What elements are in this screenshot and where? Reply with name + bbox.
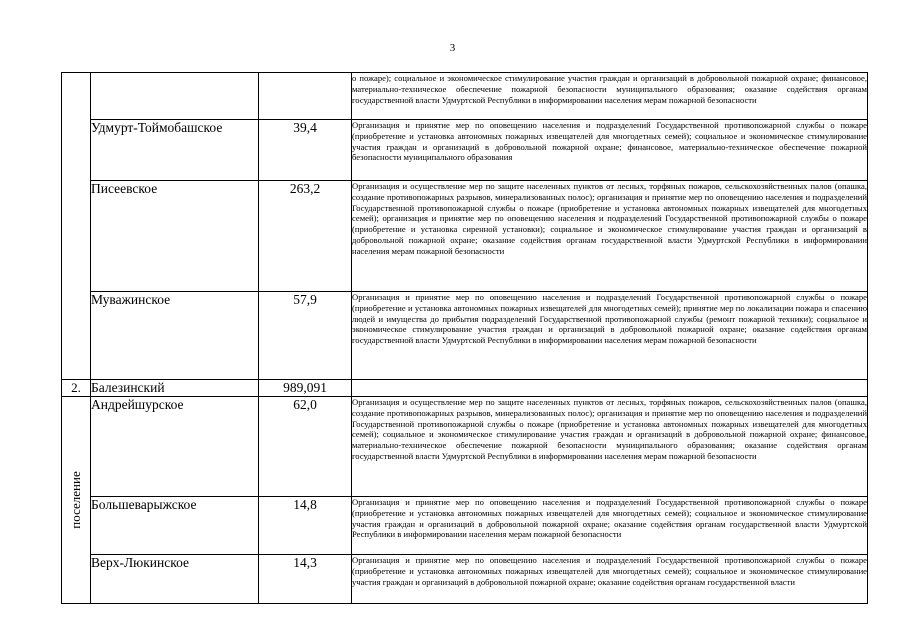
sidebar-label: поселение [68, 471, 83, 529]
measures-description: о пожаре); социальное и экономическое стимулирование участия граждан и организаций в добровольной пожарной охране; финансовое, материально-техническое обеспечение пожарной безопасности муниципального образования; оказание содействия органам государственной власти Удмуртской Республики в информировании населения мерам пожарной безопасности [352, 73, 868, 120]
measures-description: Организация и принятие мер по оповещению населения и подразделений Государственной противопожарной службы о пожаре (приобретение и установка автономных пожарных извещателей для многодетных семей); социальное и экономическое стимулирование участия граждан и организаций в добровольной пожарной охране; оказание содействия органам государственной власти [352, 555, 868, 604]
amount: 14,3 [259, 555, 352, 604]
measures-description: Организация и принятие мер по оповещению населения и подразделений Государственной противопожарной службы о пожаре (приобретение и установка автономных пожарных извещателей для многодетных семей); социальное и экономическое стимулирование участия граждан и организаций в добровольной пожарной охране; оказание содействия органам государственной власти Удмуртской Республики в информировании населения мерам пожарной безопасности [352, 497, 868, 555]
page-number: 3 [449, 42, 456, 54]
settlement-name: Удмурт-Тоймобашское [91, 120, 259, 181]
amount: 14,8 [259, 497, 352, 555]
measures-description: Организация и принятие мер по оповещению населения и подразделений Государственной противопожарной службы о пожаре (приобретение и установка автономных пожарных извещателей для многодетных семей); принятие мер по локализации пожара и спасению людей и имущества до прибытия подразделений Государственной противопожарной службы (ремонт пожарной техники); социальное и экономическое стимулирование участия граждан и организаций в добровольной пожарной охране; оказание содействия органам государственной власти Удмуртской Республики в информировании населения мерам пожарной безопасности [352, 292, 868, 380]
settlement-name: Писеевское [91, 181, 259, 292]
amount: 62,0 [259, 397, 352, 497]
table-row [62, 555, 868, 604]
measures-description: Организация и осуществление мер по защите населенных пунктов от лесных, торфяных пожаров, сельскохозяйственных палов (опашка, создание противопожарных разрывов, минерализованных полос); организация и принятие мер по оповещению населения и подразделений Государственной противопожарной службы о пожаре (приобретение и установка автономных пожарных извещателей для многодетных семей); организация и принятие мер по оповещению населения и подразделений Государственной противопожарной службы о пожаре (приобретение и установка сиренной установки); социальное и экономическое стимулирование участия граждан и организаций в добровольной пожарной охране; оказание содействия органам государственной власти Удмуртской Республики в информировании населения мерам пожарной безопасности [352, 181, 868, 292]
amount: 39,4 [259, 120, 352, 181]
table-row [62, 120, 868, 181]
table-row [62, 497, 868, 555]
table-row [62, 181, 868, 292]
table-row [62, 73, 868, 120]
table-row [62, 292, 868, 380]
municipality-row [62, 380, 868, 397]
municipality-amount: 989,091 [259, 380, 352, 397]
amount: 263,2 [259, 181, 352, 292]
settlement-name: Андрейшурское [91, 397, 259, 497]
funding-table [61, 72, 868, 604]
municipality-name: Балезинский [91, 380, 259, 397]
amount [259, 73, 352, 120]
measures-description: Организация и осуществление мер по защите населенных пунктов от лесных, торфяных пожаров, сельскохозяйственных палов (опашка, создание противопожарных разрывов, минерализованных полос); организация и принятие мер по оповещению населения и подразделений Государственной противопожарной службы о пожаре (приобретение и установка автономных пожарных извещателей для многодетных семей); социальное и экономическое стимулирование участия граждан и организаций в добровольной пожарной охране; финансовое, материально-техническое обеспечение пожарной безопасности муниципального образования; оказание содействия органам государственной власти Удмуртской Республики в информировании населения мерам пожарной безопасности [352, 397, 868, 497]
settlement-name: Верх-Люкинское [91, 555, 259, 604]
municipality-number: 2. [62, 380, 91, 397]
table-row [62, 397, 868, 497]
settlement-name: Большеварыжское [91, 497, 259, 555]
municipality-description [352, 380, 868, 397]
settlement-name [91, 73, 259, 120]
measures-description: Организация и принятие мер по оповещению населения и подразделений Государственной противопожарной службы о пожаре (приобретение и установка автономных пожарных извещателей для многодетных семей); социальное и экономическое стимулирование участия граждан и организаций в добровольной пожарной охране; финансовое, материально-техническое обеспечение пожарной безопасности муниципального образования [352, 120, 868, 181]
settlement-name: Муважинское [91, 292, 259, 380]
amount: 57,9 [259, 292, 352, 380]
section-number-cell [62, 73, 91, 380]
sidebar-label-cell [62, 397, 91, 604]
